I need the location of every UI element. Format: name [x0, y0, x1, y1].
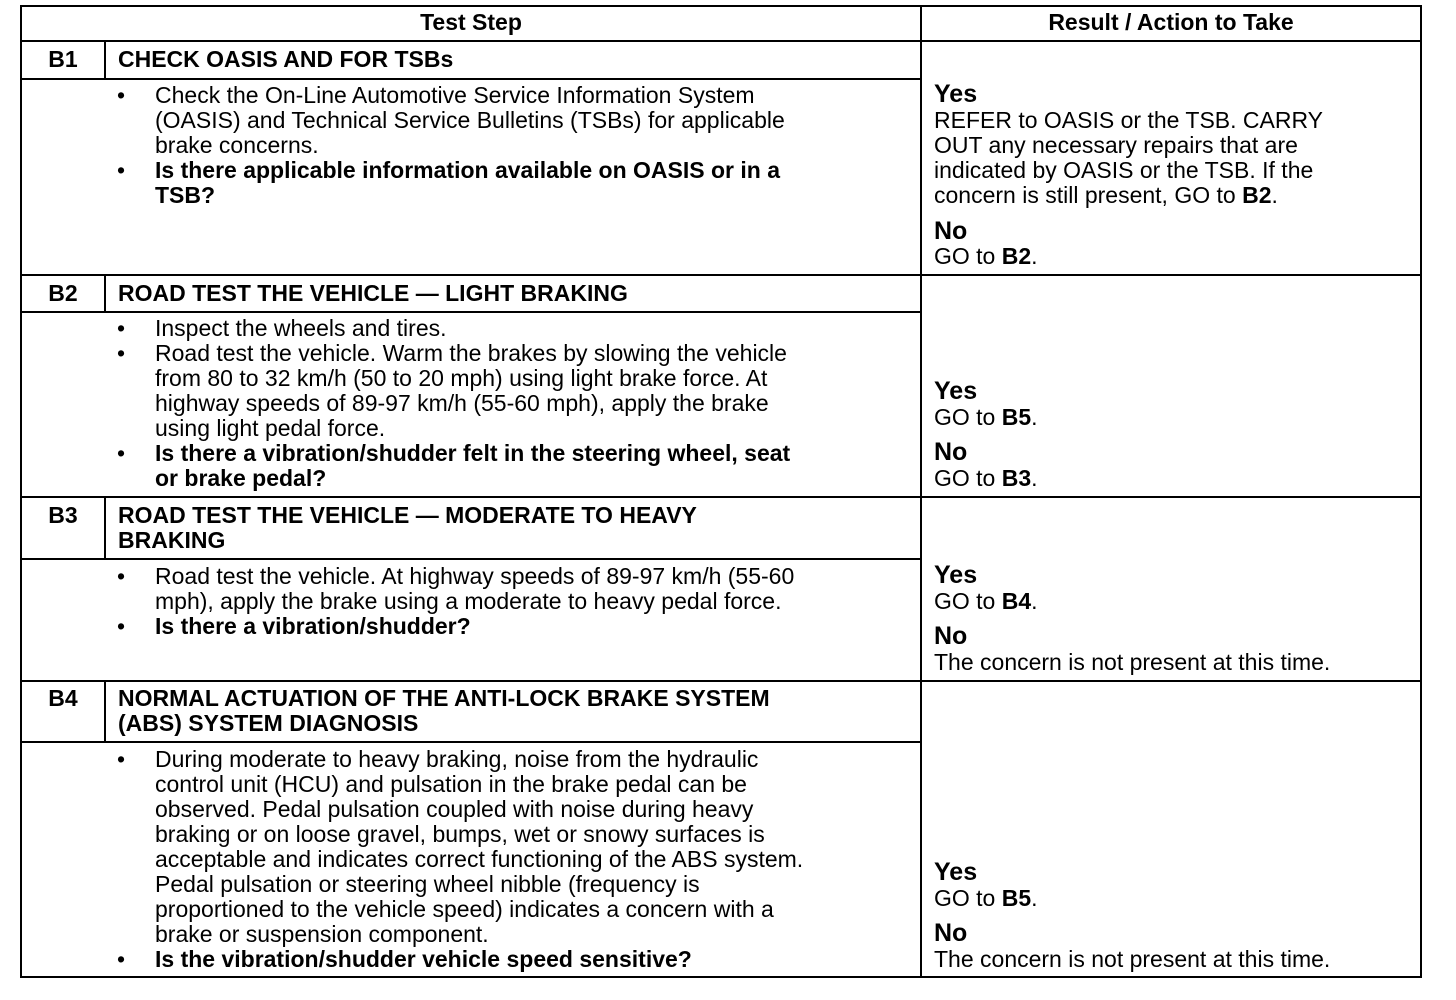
- step-id: B3: [48, 502, 78, 528]
- step-reference: B3: [1001, 465, 1032, 491]
- step-id-divider: [104, 274, 106, 312]
- bullet-line: Road test the vehicle. Warm the brakes by slowing the vehicle: [155, 340, 787, 366]
- result-text: GO to: [934, 243, 1002, 269]
- table-border-bottom: [20, 976, 1422, 978]
- bullet-line: highway speeds of 89-97 km/h (55-60 mph), apply the brake: [155, 390, 769, 416]
- bullet-dot: •: [117, 315, 126, 341]
- bullet-line: acceptable and indicates correct functioning of the ABS system.: [155, 846, 804, 872]
- bullet-dot: •: [117, 440, 126, 466]
- bullet-dot: •: [117, 563, 126, 589]
- step-id: B2: [48, 280, 78, 306]
- no-label: No: [934, 438, 968, 466]
- bullet-dot: •: [117, 157, 126, 183]
- step-title: ROAD TEST THE VEHICLE — LIGHT BRAKING: [118, 280, 628, 306]
- step-title-divider: [20, 741, 922, 743]
- result-line: [934, 466, 1038, 491]
- result-line: The concern is not present at this time.: [934, 946, 1331, 972]
- step-title: NORMAL ACTUATION OF THE ANTI-LOCK BRAKE SYSTEM: [118, 685, 770, 711]
- step-title-divider: [20, 311, 922, 313]
- result-text: concern is still present, GO to: [934, 182, 1243, 208]
- step-id-divider: [104, 496, 106, 558]
- step-title-divider: [20, 78, 922, 80]
- bullet-question: TSB?: [155, 182, 216, 208]
- result-line: OUT any necessary repairs that are: [934, 132, 1298, 158]
- row-divider: [20, 274, 1422, 276]
- step-reference: B5: [1001, 885, 1032, 911]
- bullet-line: using light pedal force.: [155, 415, 386, 441]
- step-title-divider: [20, 558, 922, 560]
- result-line: [934, 405, 1038, 430]
- bullet-question: Is there a vibration/shudder felt in the steering wheel, seat: [155, 440, 791, 466]
- result-text: .: [1031, 404, 1038, 430]
- no-label: No: [934, 622, 968, 650]
- header-divider: [20, 40, 1422, 42]
- yes-label: Yes: [934, 80, 978, 108]
- result-line: indicated by OASIS or the TSB. If the: [934, 157, 1314, 183]
- bullet-question: Is the vibration/shudder vehicle speed sensitive?: [155, 946, 692, 972]
- bullet-dot: •: [117, 340, 126, 366]
- result-line: [934, 886, 1038, 911]
- bullet-dot: •: [117, 746, 126, 772]
- step-title: BRAKING: [118, 527, 226, 553]
- bullet-line: braking or on loose gravel, bumps, wet or snowy surfaces is: [155, 821, 765, 847]
- step-id-divider: [104, 680, 106, 742]
- result-text: .: [1031, 243, 1038, 269]
- column-divider: [920, 5, 922, 978]
- table-border-left: [20, 5, 22, 978]
- result-text: GO to: [934, 885, 1002, 911]
- step-reference: B5: [1001, 404, 1032, 430]
- step-title: ROAD TEST THE VEHICLE — MODERATE TO HEAVY: [118, 502, 697, 528]
- bullet-line: (OASIS) and Technical Service Bulletins (TSBs) for applicable: [155, 107, 785, 133]
- bullet-line: mph), apply the brake using a moderate to heavy pedal force.: [155, 588, 782, 614]
- result-line: REFER to OASIS or the TSB. CARRY: [934, 107, 1324, 133]
- bullet-line: proportioned to the vehicle speed) indicates a concern with a: [155, 896, 774, 922]
- result-text: GO to: [934, 404, 1002, 430]
- bullet-line: Road test the vehicle. At highway speeds of 89-97 km/h (55-60: [155, 563, 795, 589]
- no-label: No: [934, 919, 968, 947]
- step-reference: B2: [1242, 182, 1272, 208]
- result-line: The concern is not present at this time.: [934, 649, 1331, 675]
- bullet-line: During moderate to heavy braking, noise from the hydraulic: [155, 746, 759, 772]
- bullet-question: Is there a vibration/shudder?: [155, 613, 471, 639]
- header-test-step: Test Step: [420, 9, 522, 35]
- bullet-question: or brake pedal?: [155, 465, 327, 491]
- row-divider: [20, 680, 1422, 682]
- result-text: .: [1031, 885, 1038, 911]
- bullet-line: Pedal pulsation or steering wheel nibble (frequency is: [155, 871, 700, 897]
- bullet-dot: •: [117, 946, 126, 972]
- yes-label: Yes: [934, 858, 978, 886]
- step-title: CHECK OASIS AND FOR TSBs: [118, 46, 454, 72]
- bullet-line: Inspect the wheels and tires.: [155, 315, 447, 341]
- bullet-question: Is there applicable information available on OASIS or in a: [155, 157, 780, 183]
- step-reference: B2: [1001, 243, 1032, 269]
- result-text: GO to: [934, 588, 1002, 614]
- no-label: No: [934, 217, 968, 245]
- step-title: (ABS) SYSTEM DIAGNOSIS: [118, 710, 419, 736]
- table-border-right: [1420, 5, 1422, 978]
- result-line: [934, 589, 1038, 614]
- result-text: .: [1031, 588, 1038, 614]
- bullet-dot: •: [117, 82, 126, 108]
- yes-label: Yes: [934, 561, 978, 589]
- bullet-line: control unit (HCU) and pulsation in the brake pedal can be: [155, 771, 747, 797]
- bullet-dot: •: [117, 613, 126, 639]
- bullet-line: from 80 to 32 km/h (50 to 20 mph) using light brake force. At: [155, 365, 768, 391]
- row-divider: [20, 496, 1422, 498]
- bullet-line: Check the On-Line Automotive Service Information System: [155, 82, 755, 108]
- bullet-line: observed. Pedal pulsation coupled with noise during heavy: [155, 796, 754, 822]
- result-text: .: [1271, 182, 1278, 208]
- step-reference: B4: [1001, 588, 1032, 614]
- header-result: Result / Action to Take: [1048, 9, 1294, 35]
- step-id: B1: [48, 46, 78, 72]
- result-line: [934, 183, 1278, 208]
- result-text: .: [1031, 465, 1038, 491]
- result-text: GO to: [934, 465, 1002, 491]
- step-id-divider: [104, 40, 106, 78]
- yes-label: Yes: [934, 377, 978, 405]
- result-line: [934, 244, 1038, 269]
- table-border-top: [20, 5, 1422, 7]
- bullet-line: brake concerns.: [155, 132, 319, 158]
- bullet-line: brake or suspension component.: [155, 921, 489, 947]
- step-id: B4: [48, 685, 78, 711]
